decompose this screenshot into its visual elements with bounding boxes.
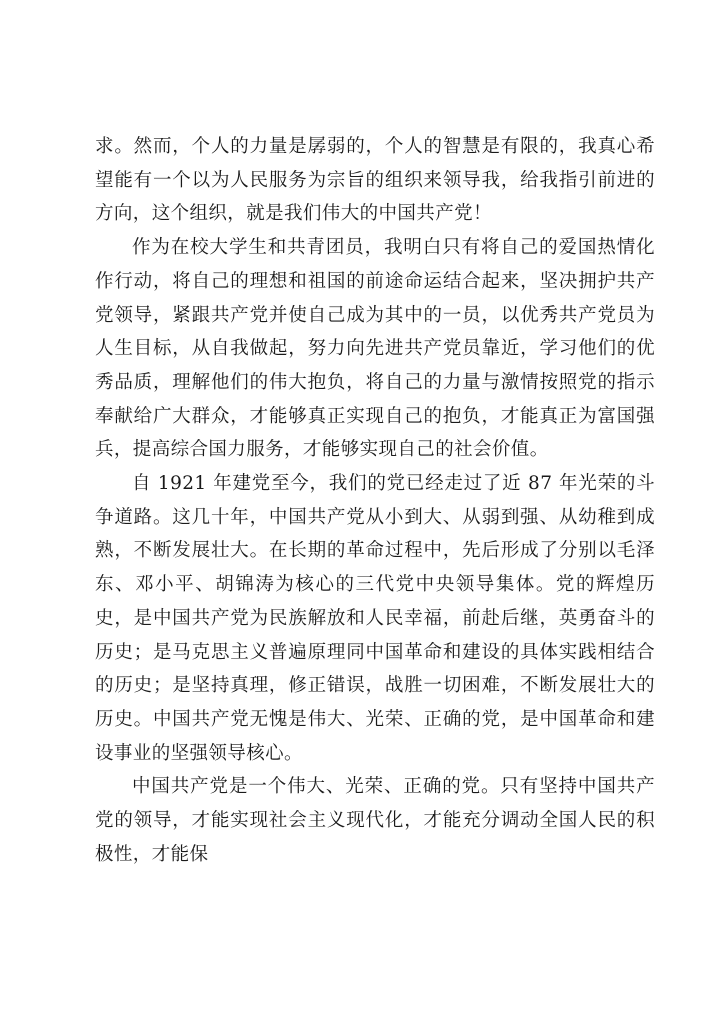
paragraph-party-leadership: 中国共产党是一个伟大、光荣、正确的党。只有坚持中国共产党的领导，才能实现社会主义现代化，才能充分调动全国人民的积极性，才能保 [95, 776, 655, 865]
paragraph-party-history: 自 1921 年建党至今，我们的党已经走过了近 87 年光荣的斗争道路。这几十年，中国共产党从小到大、从弱到强、从幼稚到成熟，不断发展壮大。在长期的革命过程中，先后形成了分别以毛泽东、邓小平、胡锦涛为核心的三代党中央领导集体。党的辉煌历史，是中国共产党为民族解放和人民幸福，前赴后继，英勇奋斗的历史；是马克思主义普遍原理同中国革命和建设的具体实践相结合的历史；是坚持真理，修正错误，战胜一切困难，不断发展壮大的历史。中国共产党无愧是伟大、光荣、正确的党，是中国革命和建设事业的坚强领导核心。 [95, 473, 655, 764]
paragraph-student-commitment: 作为在校大学生和共青团员，我明白只有将自己的爱国热情化作行动，将自己的理想和祖国的前途命运结合起来，坚决拥护共产党领导，紧跟共产党并使自己成为其中的一员，以优秀共产党员为人生目标，从自我做起，努力向先进共产党员靠近，学习他们的优秀品质，理解他们的伟大抱负，将自己的力量与激情按照党的指示奉献给广大群众，才能够真正实现自己的抱负，才能真正为富国强兵，提高综合国力服务，才能够实现自己的社会价值。 [95, 237, 655, 461]
paragraph-continuation: 求。然而，个人的力量是孱弱的，个人的智慧是有限的，我真心希望能有一个以为人民服务为宗旨的组织来领导我，给我指引前进的方向，这个组织，就是我们伟大的中国共产党！ [95, 136, 655, 225]
document-body [95, 130, 655, 871]
